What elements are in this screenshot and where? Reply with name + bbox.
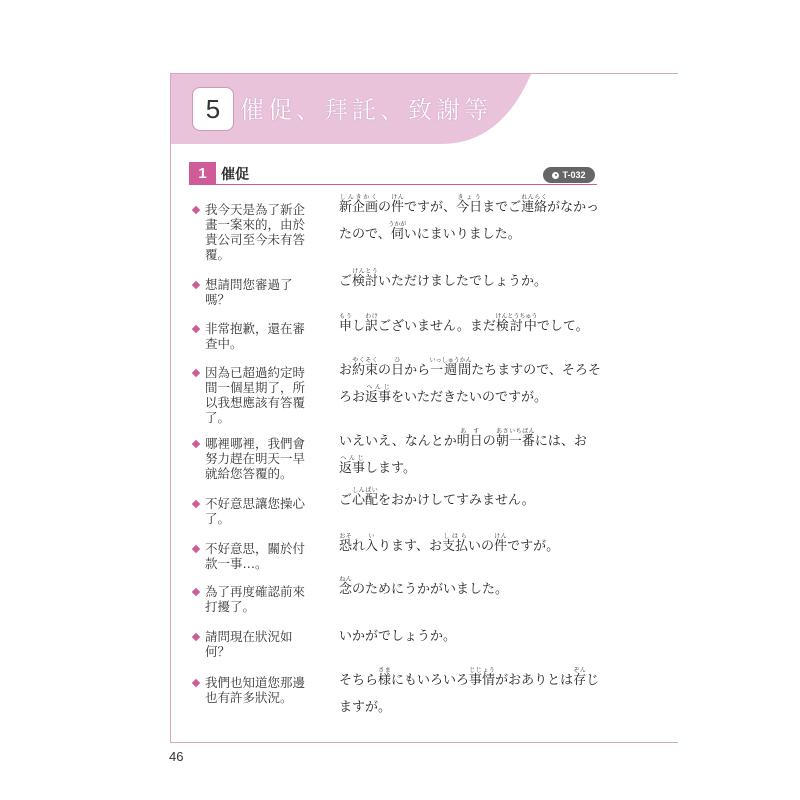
japanese-text: ご検討けんとういただけましたでしょうか。	[339, 268, 548, 289]
track-label: T-032	[562, 170, 586, 180]
section-rule	[189, 184, 597, 185]
chinese-text: 為了再度確認前來打擾了。	[205, 584, 306, 614]
audio-track-badge[interactable]	[543, 167, 595, 183]
chinese-text: 請問現在狀況如何？	[205, 629, 293, 659]
japanese-text: 念ねんのためにうかがいました。	[339, 576, 509, 597]
chinese-text: 不好意思讓您操心了。	[205, 496, 306, 526]
japanese-text: そちら様さまにもいろいろ事情じじょうがおありとは存ぞんじますが。	[339, 667, 600, 715]
japanese-text: 新企画しんきかくの件けんですが、今日きょうまでご連絡れんらくがなかったので、伺うかがいにまいりました。	[339, 194, 600, 242]
page-border-bottom	[170, 742, 678, 743]
chinese-text: 因為已超過約定時間一個星期了，所以我想應該有答覆了。	[205, 365, 306, 425]
diamond-bullet-icon	[192, 588, 200, 596]
page-border-left	[170, 74, 171, 742]
diamond-bullet-icon	[192, 325, 200, 333]
chinese-text: 非常抱歉，還在審查中。	[205, 321, 306, 351]
japanese-text: ご心配しんぱいをおかけしてすみません。	[339, 487, 535, 508]
cd-icon	[552, 172, 559, 179]
diamond-bullet-icon	[192, 440, 200, 448]
chapter-title: 催促、拜託、致謝等	[240, 96, 492, 124]
diamond-bullet-icon	[192, 633, 200, 641]
page-number: 46	[169, 749, 184, 764]
diamond-bullet-icon	[192, 206, 200, 214]
japanese-text: 申もうし訳わけございません。まだ検討中けんとうちゅうでして。	[339, 313, 589, 334]
chapter-number: 5	[192, 87, 234, 131]
chinese-text: 想請問您審過了嗎？	[205, 277, 293, 307]
section-number: 1	[189, 162, 216, 184]
japanese-text: 恐おそれ入いります、お支払しはらいの件けんですが。	[339, 533, 560, 554]
diamond-bullet-icon	[192, 545, 200, 553]
chinese-text: 哪裡哪裡，我們會努力趕在明天一早就給您答覆的。	[205, 436, 306, 481]
diamond-bullet-icon	[192, 500, 200, 508]
section-header	[189, 162, 597, 184]
diamond-bullet-icon	[192, 369, 200, 377]
diamond-bullet-icon	[192, 679, 200, 687]
chinese-text: 我今天是為了新企畫一案來的，由於貴公司至今未有答覆。	[205, 202, 306, 262]
section-title: 催促	[221, 167, 249, 183]
diamond-bullet-icon	[192, 281, 200, 289]
japanese-text: いえいえ、なんとか明日あすの朝一番あさいちばんには、お返事へんじします。	[339, 428, 587, 476]
japanese-text: お約束やくそくの日ひから一週間いっしゅうかんたちますので、そろそろお返事へんじをいただきたいのですが。	[339, 357, 601, 405]
japanese-text: いかがでしょうか。	[339, 629, 457, 644]
chinese-text: 不好意思，關於付款一事…。	[205, 541, 306, 571]
chinese-text: 我們也知道您那邊也有許多狀況。	[205, 675, 306, 705]
